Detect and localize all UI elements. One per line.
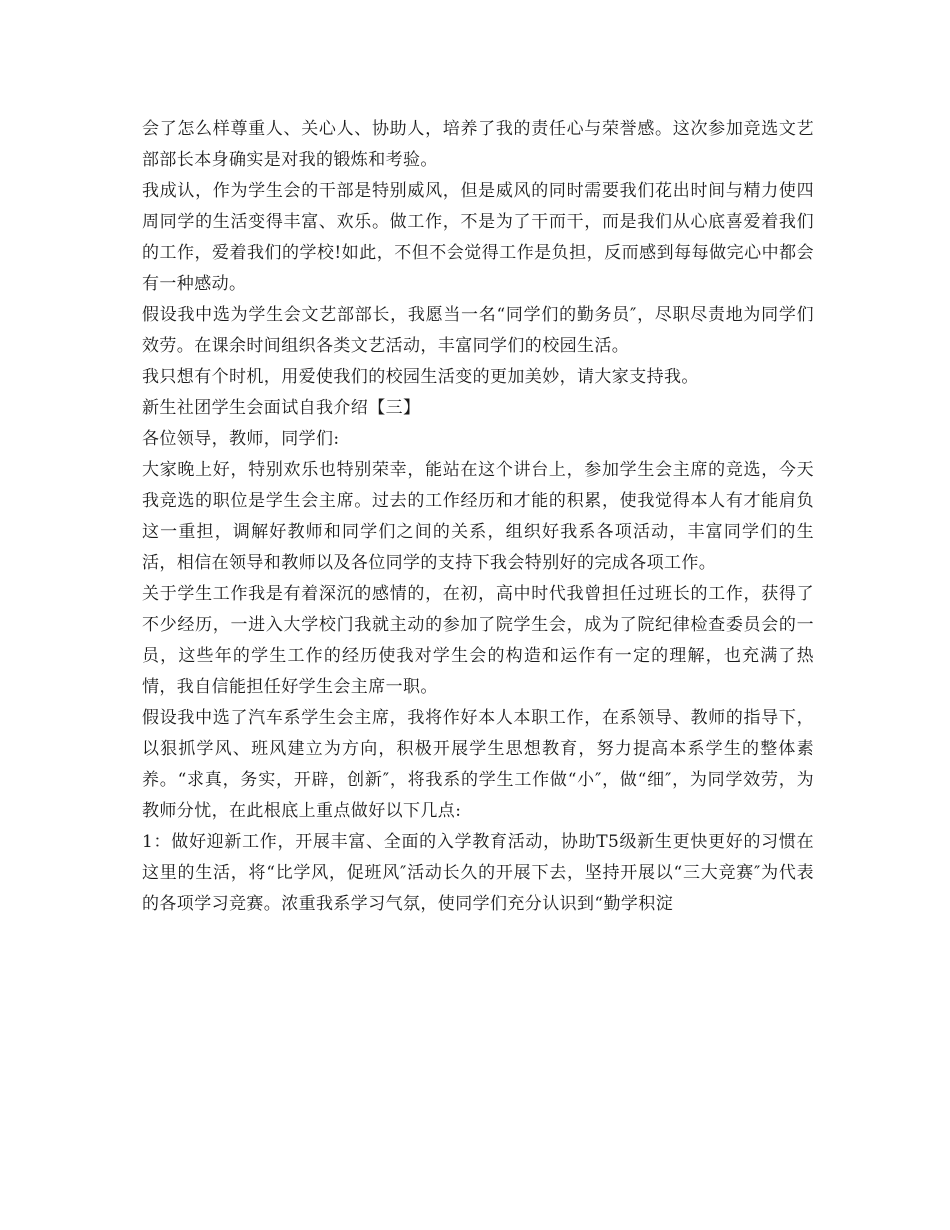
paragraph-experience: 关于学生工作我是有着深沉的感情的，在初，高中时代我曾担任过班长的工作，获得了不少经历，一进入大学校门我就主动的参加了院学生会，成为了院纪律检查委员会的一员，这些年的学生工作的经历使我对学生会的构造和运作有一定的理解，也充满了热情，我自信能担任好学生会主席一职。	[142, 584, 814, 697]
salutation: 各位领导，教师，同学们:	[142, 429, 340, 449]
paragraph-cadre-reflection: 我成认，作为学生会的干部是特别威风，但是威风的同时需要我们花出时间与精力使四周同学的生活变得丰富、欢乐。做工作，不是为了干而干，而是我们从心底喜爱着我们的工作，爱着我们的学校!如此，不但不会觉得工作是负担，反而感到每每做完心中都会有一种感动。	[142, 181, 814, 294]
paragraph-intro-continuation: 会了怎么样尊重人、关心人、协助人，培养了我的责任心与荣誉感。这次参加竞选文艺部部长本身确实是对我的锻炼和考验。	[142, 119, 814, 170]
section-heading: 新生社团学生会面试自我介绍【三】	[142, 398, 421, 418]
paragraph-plan: 假设我中选了汽车系学生会主席，我将作好本人本职工作，在系领导、教师的指导下，以狠抓学风、班风建立为方向，积极开展学生思想教育，努力提高本系学生的整体素养。“求真，务实，开辟，创新″，将我系的学生工作做“小″，做“细″，为同学效劳，为教师分忧，在此根底上重点做好以下几点:	[142, 708, 814, 821]
paragraph-election-pledge: 假设我中选为学生会文艺部部长，我愿当一名“同学们的勤务员″，尽职尽责地为同学们效劳。在课余时间组织各类文艺活动，丰富同学们的校园生活。	[142, 305, 814, 356]
document-body	[142, 114, 814, 920]
paragraph-opening-speech: 大家晚上好，特别欢乐也特别荣幸，能站在这个讲台上，参加学生会主席的竞选，今天我竞选的职位是学生会主席。过去的工作经历和才能的积累，使我觉得本人有才能肩负这一重担，调解好教师和同学们之间的关系，组织好我系各项活动，丰富同学们的生活，相信在领导和教师以及各位同学的支持下我会特别好的完成各项工作。	[142, 460, 814, 573]
paragraph-closing-appeal: 我只想有个时机，用爱使我们的校园生活变的更加美妙，请大家支持我。	[142, 367, 699, 387]
paragraph-point-one: 1：做好迎新工作，开展丰富、全面的入学教育活动，协助T5级新生更快更好的习惯在这里的生活，将“比学风，促班风″活动长久的开展下去，坚持开展以“三大竞赛″为代表的各项学习竞赛。浓重我系学习气氛，使同学们充分认识到“勤学积淀	[142, 832, 814, 914]
